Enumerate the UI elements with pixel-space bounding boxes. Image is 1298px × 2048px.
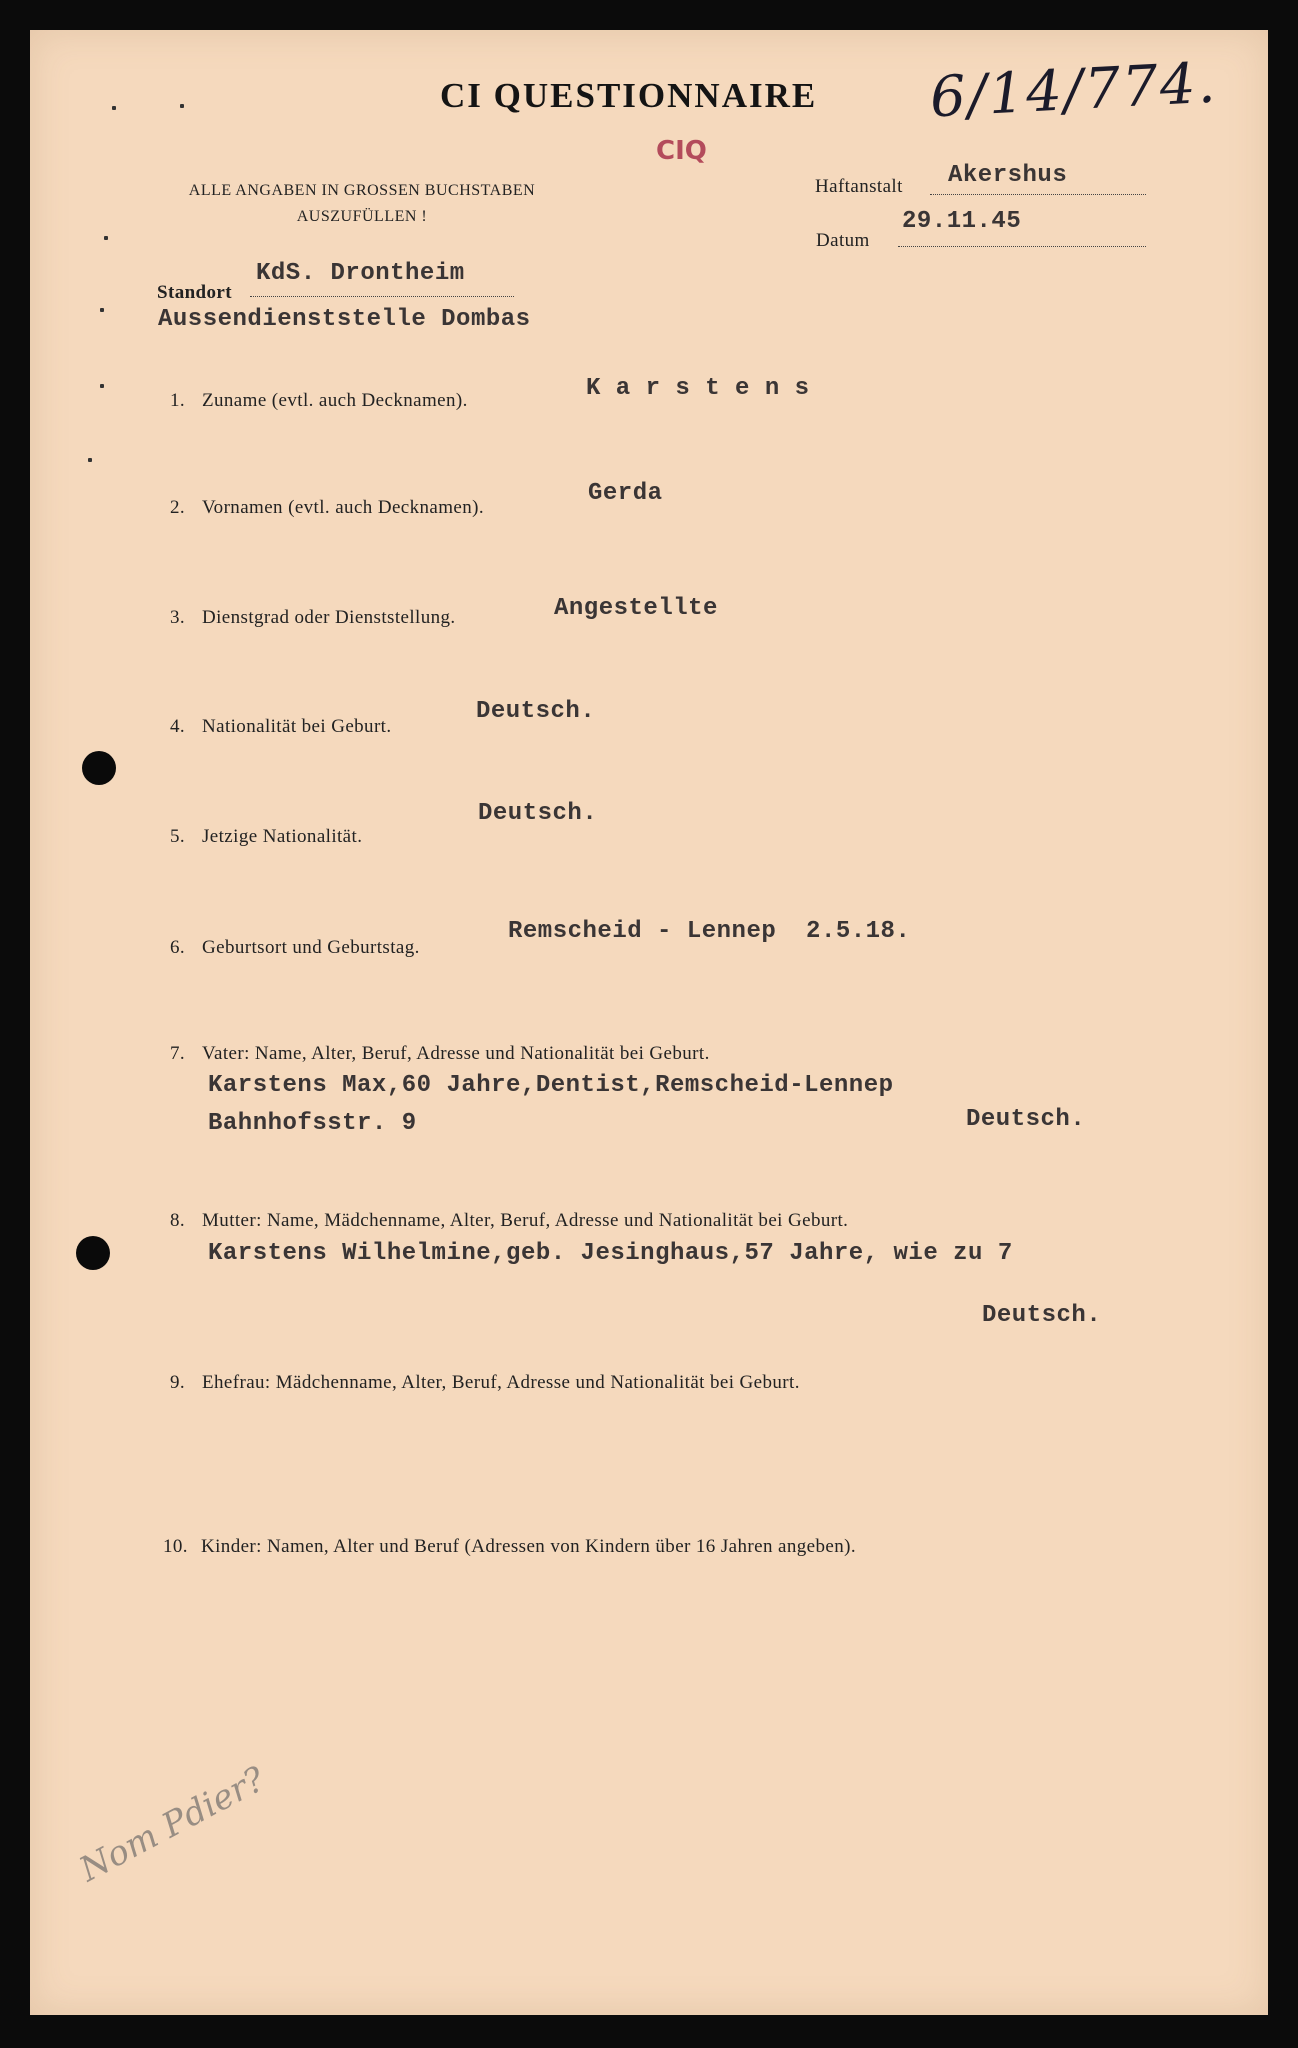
instruction-line: ALLE ANGABEN IN GROSSEN BUCHSTABEN [188, 182, 536, 199]
answer-8-nationality: Deutsch. [982, 1302, 1102, 1329]
question-10 [163, 1536, 856, 1558]
margin-speck [100, 384, 104, 388]
question-number: 4. [170, 716, 186, 737]
ciq-stamp: CIQ [656, 136, 707, 166]
question-1 [170, 390, 468, 412]
question-number: 7. [170, 1043, 186, 1064]
answer-1: K a r s t e n s [586, 375, 810, 402]
answer-3: Angestellte [554, 595, 718, 622]
margin-speck [180, 104, 184, 108]
question-number: 5. [170, 826, 186, 847]
handwritten-reference: 6/14/774. [928, 50, 1219, 131]
margin-speck [100, 308, 104, 312]
answer-7-nationality: Deutsch. [966, 1106, 1086, 1133]
margin-speck [104, 236, 108, 240]
question-9 [170, 1372, 800, 1394]
question-3 [170, 607, 456, 629]
standort-value: KdS. Drontheim [256, 260, 465, 287]
haftanstalt-label: Haftanstalt [815, 176, 903, 197]
question-number: 6. [170, 937, 186, 958]
question-label: Ehefrau: Mädchenname, Alter, Beruf, Adresse und Nationalität bei Geburt. [202, 1372, 800, 1393]
answer-2: Gerda [588, 480, 663, 507]
question-label: Kinder: Namen, Alter und Beruf (Adressen von Kindern über 16 Jahren angeben). [201, 1536, 856, 1557]
question-label: Vater: Name, Alter, Beruf, Adresse und Nationalität bei Geburt. [202, 1043, 710, 1064]
question-5 [170, 826, 362, 848]
answer-4: Deutsch. [476, 698, 596, 725]
question-4 [170, 716, 392, 738]
question-number: 2. [170, 497, 186, 518]
question-label: Dienstgrad oder Dienststellung. [202, 607, 456, 628]
haftanstalt-line [930, 194, 1146, 195]
question-6 [170, 937, 420, 959]
question-label: Nationalität bei Geburt. [202, 716, 392, 737]
question-label: Geburtsort und Geburtstag. [202, 937, 420, 958]
instruction-text [152, 178, 572, 230]
standort-label: Standort [157, 282, 232, 303]
punch-hole [76, 1236, 110, 1270]
datum-label: Datum [816, 230, 870, 251]
datum-value: 29.11.45 [902, 208, 1022, 235]
question-number: 9. [170, 1372, 186, 1393]
question-2 [170, 497, 484, 519]
standort-value-line2: Aussendienststelle Dombas [158, 306, 531, 333]
answer-6: Remscheid - Lennep 2.5.18. [508, 918, 911, 945]
question-number: 3. [170, 607, 186, 628]
punch-hole [82, 751, 116, 785]
instruction-line: AUSZUFÜLLEN ! [296, 208, 428, 225]
standort-line [250, 296, 514, 297]
answer-7-line1: Karstens Max,60 Jahre,Dentist,Remscheid-Lennep [208, 1072, 894, 1099]
question-label: Mutter: Name, Mädchenname, Alter, Beruf, Adresse und Nationalität bei Geburt. [202, 1210, 849, 1231]
document-title: CI QUESTIONNAIRE [440, 76, 818, 115]
margin-speck [112, 106, 116, 110]
handwritten-margin-note: Nom Pdier? [73, 1759, 272, 1890]
question-label: Jetzige Nationalität. [202, 826, 363, 847]
question-number: 1. [170, 390, 186, 411]
question-label: Vornamen (evtl. auch Decknamen). [202, 497, 485, 518]
haftanstalt-value: Akershus [948, 162, 1068, 189]
question-label: Zuname (evtl. auch Decknamen). [202, 390, 468, 411]
datum-line [898, 246, 1146, 247]
question-8 [170, 1210, 848, 1232]
answer-8-line1: Karstens Wilhelmine,geb. Jesinghaus,57 Jahre, wie zu 7 [208, 1240, 1013, 1267]
question-number: 8. [170, 1210, 186, 1231]
margin-speck [88, 458, 92, 462]
answer-5: Deutsch. [478, 800, 598, 827]
question-number: 10. [163, 1536, 188, 1557]
answer-7-line2: Bahnhofsstr. 9 [208, 1110, 417, 1137]
question-7 [170, 1043, 710, 1065]
